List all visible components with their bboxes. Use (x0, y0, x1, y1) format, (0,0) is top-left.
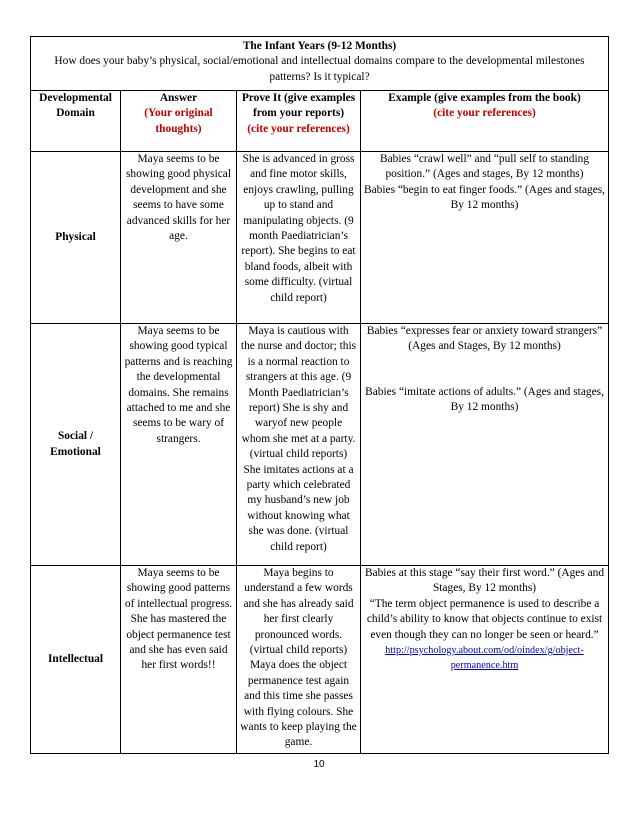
table-heading: The Infant Years (9-12 Months) (242, 40, 397, 52)
row-example (361, 566, 609, 754)
row-example (361, 152, 609, 324)
header-example-sub: (cite your references) (433, 107, 536, 120)
example-text: Babies “crawl well” and “pull self to standing position.” (Ages and stages, By 12 months) (379, 153, 590, 181)
example-text: “The term object permanence is used to describe a child’s ability to know that objects continue to exist even though they can no longer be seen or heard.” (366, 597, 603, 641)
table-row (31, 152, 609, 324)
row-answer: Maya seems to be showing good typical patterns and is reaching the developmental domains. She remains attached to me and she seems to be wary of strangers. (121, 324, 237, 566)
row-prove (237, 324, 361, 566)
header-answer-sub: (Your original thoughts) (144, 107, 213, 135)
page-number: 10 (313, 759, 325, 770)
milestones-table (30, 36, 609, 754)
reference-link[interactable]: http://psychology.about.com/od/oindex/g/object-permanence.htm (385, 645, 584, 672)
table-question: How does your baby’s physical, social/emotional and intellectual domains compare to the developmental milestones patterns? Is it typical? (54, 55, 585, 83)
row-domain-physical: Physical (31, 152, 121, 324)
row-prove (237, 566, 361, 754)
example-text: Babies “begin to eat finger foods.” (Ages and stages, By 12 months) (364, 183, 606, 212)
prove-text: Maya does the object permanence test again and this time she passes with flying colours. She wants to keep playing the game. (240, 659, 357, 749)
header-answer-label: Answer (159, 92, 198, 104)
header-example-label: Example (give examples from the book) (388, 92, 581, 104)
header-domain-label: Developmental Domain (39, 92, 112, 120)
table-title-cell (31, 37, 609, 91)
row-domain-social-emotional: Social / Emotional (31, 324, 121, 566)
header-prove-sub: (cite your references) (247, 122, 350, 135)
example-text: Babies “expresses fear or anxiety toward strangers” (Ages and Stages, By 12 months) (366, 325, 603, 353)
header-domain (31, 91, 121, 152)
prove-text: She imitates actions at a party which celebrated my husband’s new job without knowing what she was done. (virtual child report) (243, 463, 354, 553)
header-example (361, 91, 609, 152)
header-prove (237, 91, 361, 152)
prove-text: Maya is cautious with the nurse and doctor; this is a normal reaction to strangers at this age. (9 Month Paediatrician’s report) She is shy and waryof new people whom she met at a party. (virtual child reports) (240, 325, 357, 461)
spacer (364, 355, 605, 385)
table-row (31, 566, 609, 754)
header-prove-label: Prove It (give examples from your reports) (241, 92, 356, 120)
prove-text: Maya begins to understand a few words and she has already said her first clearly pronounced words. (virtual child reports) (243, 567, 354, 657)
example-text: Babies “imitate actions of adults.” (Ages and stages, By 12 months) (365, 385, 604, 414)
example-text: Babies at this stage “say their first word.” (Ages and Stages, By 12 months) (364, 567, 605, 595)
row-example (361, 324, 609, 566)
row-prove: She is advanced in gross and fine motor skills, enjoys crawling, pulling up to stand and manipulating objects. (9 month Paediatrician’s report). She begins to eat bland foods, albeit with some difficulty. (virtual child report) (237, 152, 361, 324)
table-row (31, 324, 609, 566)
row-domain-intellectual: Intellectual (31, 566, 121, 754)
header-answer (121, 91, 237, 152)
row-answer: Maya seems to be showing good physical development and she seems to have some advanced skills for her age. (121, 152, 237, 324)
row-answer: Maya seems to be showing good patterns of intellectual progress. She has mastered the object permanence test and she has even said her first words!! (121, 566, 237, 754)
